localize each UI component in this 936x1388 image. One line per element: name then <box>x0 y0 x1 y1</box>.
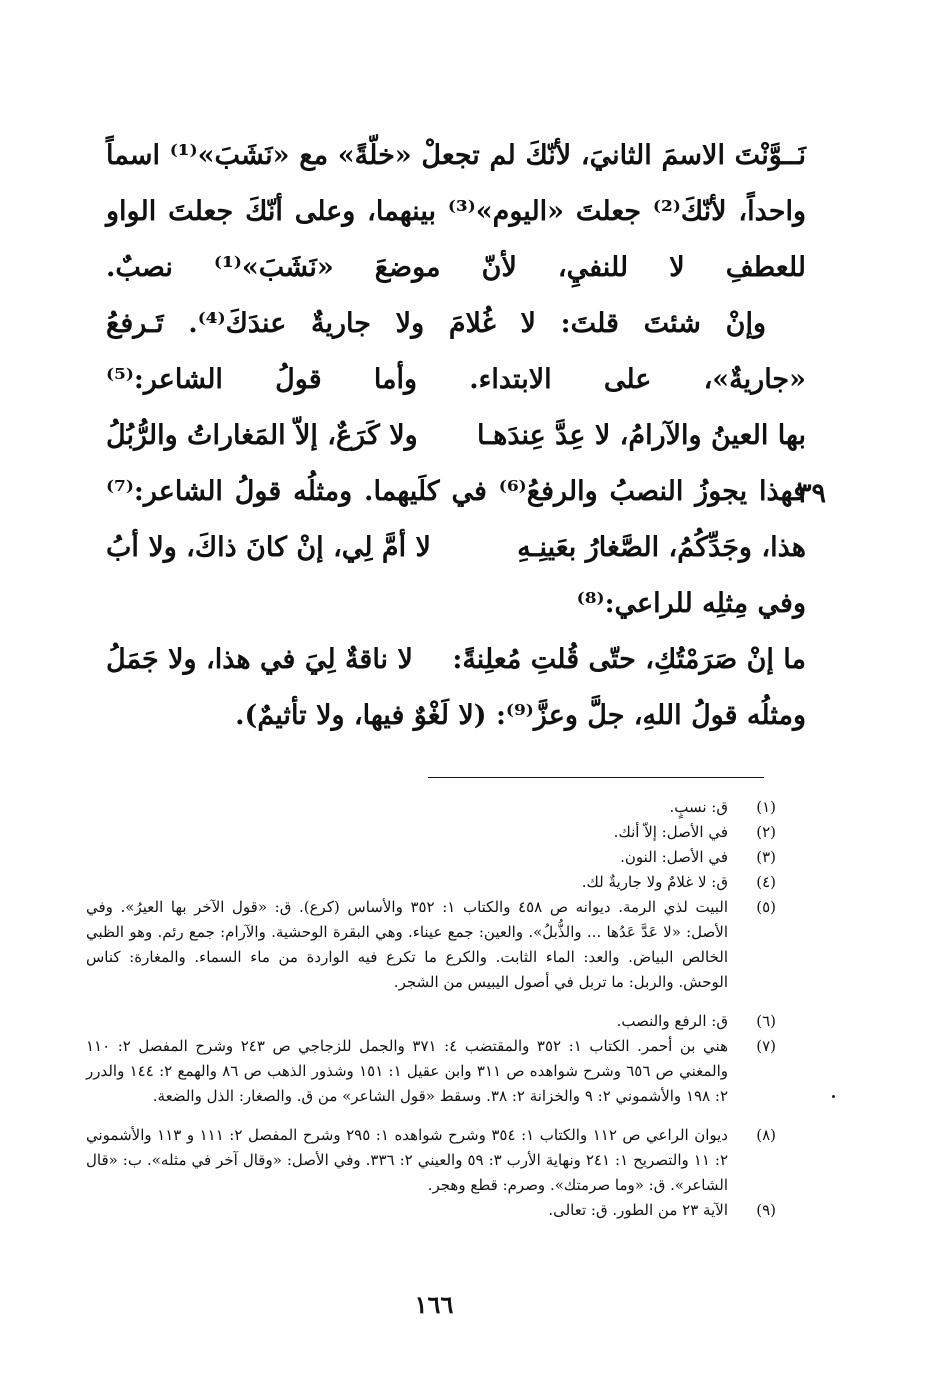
body-line: للعطفِ لا للنفيِ، لأنّ موضعَ «نَشَبَ»⁽¹⁾ نصبٌ. <box>106 252 806 283</box>
footnote-number: (٤) <box>756 873 776 891</box>
footnote-text: ق: لا غلامٌ ولا جاريةٌ لك. <box>581 873 728 891</box>
footnote-number: (٦) <box>756 1012 776 1030</box>
section-number: ٣٩ <box>796 478 826 509</box>
verse-hemistich-second: لا ناقةٌ لِيَ في هذا، ولا جَمَلُ <box>106 644 413 675</box>
footnote <box>86 1198 776 1223</box>
verse-hemistich-second: ولا كَرَعٌ، إلاّ المَغاراتُ والرُّبُلُ <box>106 420 418 451</box>
verse-line <box>106 632 806 688</box>
main-text <box>106 128 806 744</box>
body-line: وفي مِثلِه للراعي:⁽⁸⁾ <box>576 588 806 619</box>
footnote-text: ديوان الراعي ص ١١٢ والكتاب ١: ٣٥٤ وشرح شواهده ١: ٢٩٥ وشرح المفصل ٢: ١١١ و ١١٣ والأشموني ٢: ١١ والتصريح ١: ٢٤١ ونهاية الأرب ٣: ٥٩ والعيني ٢: ٣٣٦. وفي الأصل: «وقال آخر في مثله». ب: «قال الشاعر». ق: «وما صرمتك». وصرم: قطع وهجر. <box>86 1126 728 1194</box>
footnote-number: (٧) <box>756 1037 776 1055</box>
body-line: فهذا يجوزُ النصبُ والرفعُ⁽⁶⁾ في كلَيهما. ومثلُه قولُ الشاعر:⁽⁷⁾ <box>106 476 806 507</box>
footnote <box>86 795 776 820</box>
verse-hemistich-first: هذا، وجَدِّكُمُ، الصَّغارُ بعَينِـهِ <box>517 532 806 563</box>
footnote-number: (١) <box>756 798 776 816</box>
print-speck <box>832 1095 835 1098</box>
footnote <box>86 1123 776 1198</box>
footnote <box>86 1009 776 1034</box>
footnote-text: ق: نسبٍ. <box>669 798 728 816</box>
footnote <box>86 845 776 870</box>
footnote-text: في الأصل: إلاّ أنك. <box>613 823 728 841</box>
body-line: واحداً، لأنّكَ⁽²⁾ جعلتَ «اليوم»⁽³⁾ بينهما، وعلى أنّكَ جعلتَ الواو <box>106 196 806 227</box>
footnote-number: (٢) <box>756 823 776 841</box>
footnote-number: (٩) <box>756 1201 776 1219</box>
verse-hemistich-first: ما إنْ صَرَمْتُكِ، حتّى قُلتِ مُعلِنةً: <box>452 644 806 675</box>
body-line: ومثلُه قولُ اللهِ، جلَّ وعزَّ⁽⁹⁾: (لا لَغْوٌ فيها، ولا تأثيمٌ). <box>235 700 806 731</box>
footnote <box>86 1034 776 1109</box>
page-number: ١٦٦ <box>414 1290 454 1319</box>
footnote <box>86 870 776 895</box>
verse-hemistich-second: لا أمَّ لِي، إنْ كانَ ذاكَ، ولا أبُ <box>106 532 431 563</box>
verse-hemistich-first: بها العينُ والآرامُ، لا عِدَّ عِندَهـا <box>476 420 806 451</box>
footnote <box>86 820 776 845</box>
footnotes <box>86 795 776 1223</box>
footnote <box>86 895 776 995</box>
footnote-number: (٣) <box>756 848 776 866</box>
footnote-separator <box>428 777 764 778</box>
footnote-text: ق: الرفع والنصب. <box>616 1012 728 1030</box>
footnote-number: (٥) <box>756 898 776 916</box>
footnote-number: (٨) <box>756 1126 776 1144</box>
verse-line <box>106 520 806 576</box>
body-line: «جاريةٌ»، على الابتداء. وأما قولُ الشاعر:⁽⁵⁾ <box>106 364 806 395</box>
footnote-text: هني بن أحمر. الكتاب ١: ٣٥٢ والمقتضب ٤: ٣٧١ والجمل للزجاجي ص ٢٤٣ وشرح المفصل ٢: ١١٠ والمغني ص ٦٥٦ وشرح شواهده ص ٣١١ وابن عقيل ١: ١٥١ وشذور الذهب ص ٨٦ والهمع ٢: ١٤٤ والدرر ٢: ١٩٨ والأشموني ٢: ٩ والخزانة ٢: ٣٨. وسقط «قول الشاعر» من ق. والصغار: الذل والضعة. <box>86 1037 728 1105</box>
footnote-text: الآية ٢٣ من الطور. ق: تعالى. <box>548 1201 728 1219</box>
footnote-text: البيت لذي الرمة. ديوانه ص ٤٥٨ والكتاب ١: ٣٥٢ والأساس (كرع). ق: «قول الآخر بها العيرُ». وفي الأصل: «لا عَدَّ عَدُها ... والذُّبلُ». والعين: جمع عيناء. وهي البقرة الوحشية. والآرام: جمع رئم. وهو الظبي الخالص البياض. والعد: الماء الثابت. والكرع ما تكرع فيه الواردة من ماء السماء. والمغارة: كناس الوحش. والربل: ما تربل في أصول اليبيس من الشجر. <box>86 898 728 991</box>
verse-line <box>106 408 806 464</box>
body-line: نَــوَّنْتَ الاسمَ الثانيَ، لأنّكَ لم تجعلْ «خلّةً» مع «نَشَبَ»⁽¹⁾ اسماً <box>106 140 806 171</box>
footnote-text: في الأصل: النون. <box>620 848 728 866</box>
body-line: وإنْ شئتَ قلتَ: لا غُلامَ ولا جاريةٌ عندَكَ⁽⁴⁾. تَـرفعُ <box>106 308 766 339</box>
